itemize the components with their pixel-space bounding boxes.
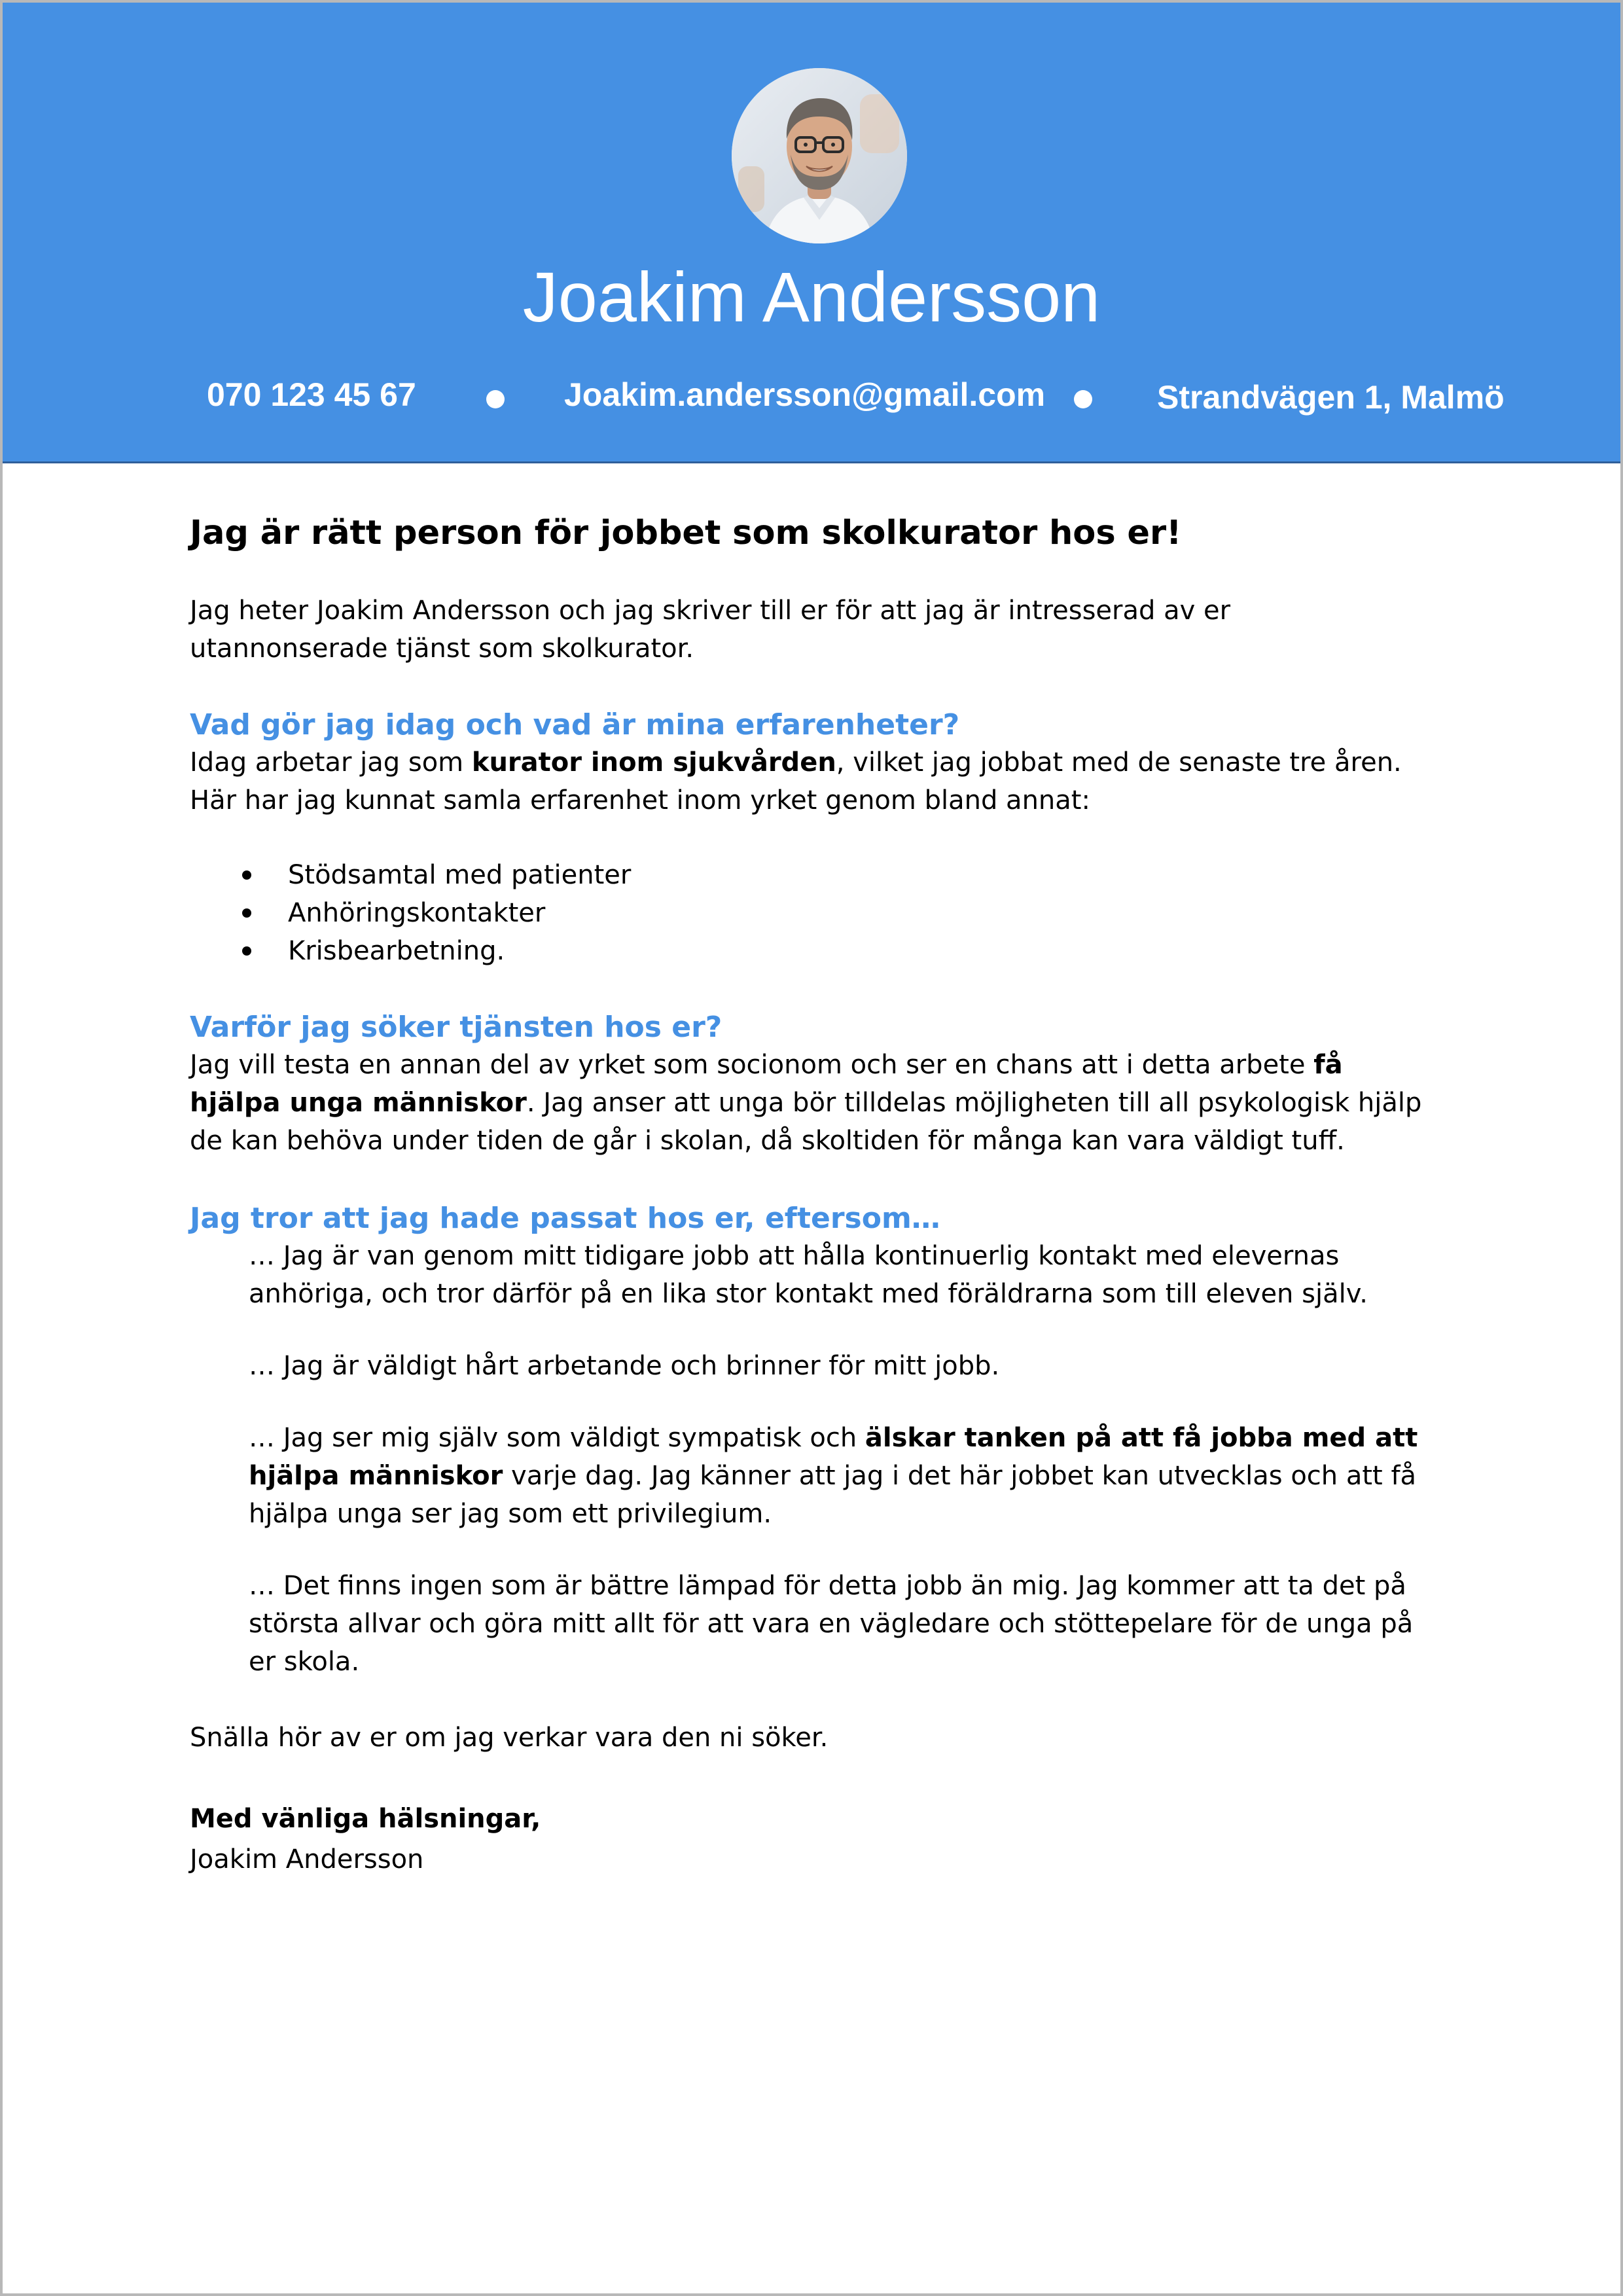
fit-point-3: [249, 1419, 1433, 1533]
motivation-text-end: . Jag anser att unga bör tilldelas möjligheten till all psykologisk hjälp de kan behöva under tiden de går i skolan, då skoltiden för många kan vara väldigt tuff.: [190, 1088, 1422, 1156]
postal-address: Strandvägen 1, Malmö: [1157, 379, 1505, 416]
motivation-text-bold: få hjälpa unga människor: [190, 1050, 1343, 1118]
fit-point-2: … Jag är väldigt hårt arbetande och brinner för mitt jobb.: [249, 1351, 1000, 1381]
intro-paragraph: Jag heter Joakim Andersson och jag skriver till er för att jag är intresserad av er utannonserade tjänst som skolkurator.: [190, 596, 1231, 664]
greeting: Med vänliga hälsningar,: [190, 1804, 541, 1834]
experience-text-bold: kurator inom sjukvården: [471, 747, 836, 778]
letter-body: [190, 511, 1433, 1878]
experience-paragraph: [190, 744, 1433, 819]
fit-point-4: … Det finns ingen som är bättre lämpad för detta jobb än mig. Jag kommer att ta det på största allvar och göra mitt allt för att vara en vägledare och stöttepelare för de unga på er skola.: [249, 1571, 1414, 1677]
separator-dot-icon: [486, 390, 505, 408]
closing-paragraph: Snälla hör av er om jag verkar vara den ni söker.: [190, 1723, 829, 1753]
fit-point-3-start: … Jag ser mig själv som väldigt sympatisk och: [249, 1423, 865, 1453]
fit-point-3-bold: älskar tanken på att få jobba med att hjälpa människor: [249, 1423, 1418, 1491]
fit-point-1: … Jag är van genom mitt tidigare jobb att hålla kontinuerlig kontakt med elevernas anhöriga, och tror därför på en lika stor kontakt med föräldrarna som till eleven själv.: [249, 1241, 1368, 1309]
letter-title: Jag är rätt person för jobbet som skolkurator hos er!: [190, 514, 1182, 552]
signature-name: Joakim Andersson: [190, 1844, 424, 1874]
fit-point-3-end: varje dag. Jag känner att jag i det här jobbet kan utvecklas och att få hjälpa unga ser jag som ett privilegium.: [249, 1461, 1417, 1529]
experience-text-end: , vilket jag jobbat med de senaste tre åren. Här har jag kunnat samla erfarenhet inom yrket genom bland annat:: [190, 747, 1402, 816]
applicant-name: Joakim Andersson: [522, 257, 1101, 336]
separator-dot-icon: [1074, 390, 1092, 408]
fit-points: [249, 1237, 1433, 1681]
list-item: Krisbearbetning.: [190, 932, 1433, 970]
section-heading-fit: Jag tror att jag hade passat hos er, eftersom…: [190, 1202, 940, 1235]
phone-number: 070 123 45 67: [207, 376, 416, 413]
email-address: Joakim.andersson@gmail.com: [564, 376, 1046, 413]
list-item: Stödsamtal med patienter: [190, 856, 1433, 894]
section-heading-experience: Vad gör jag idag och vad är mina erfarenheter?: [190, 708, 960, 742]
experience-list: [190, 856, 1433, 970]
experience-text-start: Idag arbetar jag som: [190, 747, 472, 778]
profile-photo: [732, 68, 907, 243]
motivation-paragraph: [190, 1046, 1433, 1160]
section-heading-motivation: Varför jag söker tjänsten hos er?: [190, 1011, 722, 1044]
person-photo-icon: [732, 68, 907, 243]
motivation-text-start: Jag vill testa en annan del av yrket som socionom och ser en chans att i detta arbete: [190, 1050, 1314, 1080]
header-banner: [0, 0, 1623, 463]
list-item: Anhöringskontakter: [190, 894, 1433, 932]
